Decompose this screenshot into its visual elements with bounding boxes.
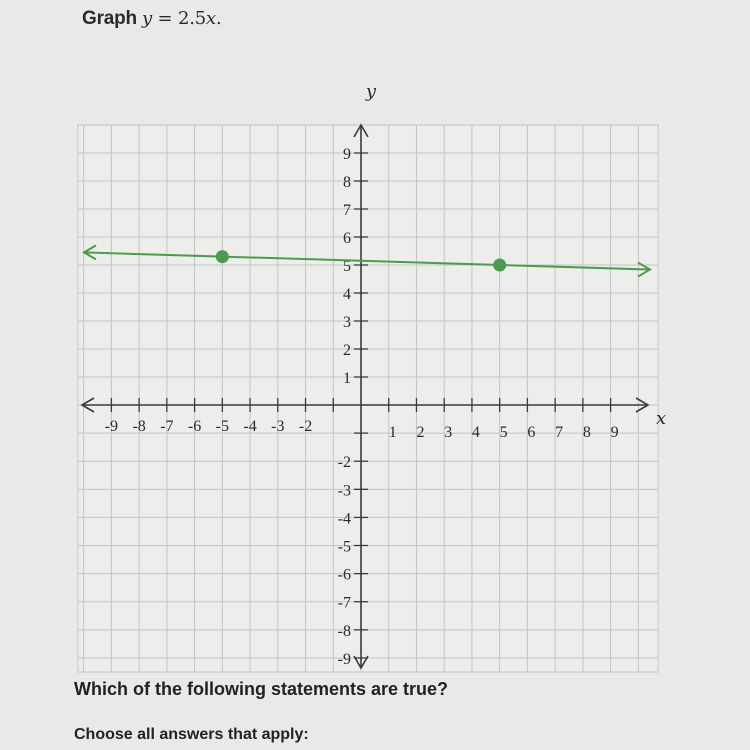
x-tick-label: -4 (243, 418, 257, 435)
y-tick-label: 2 (343, 342, 351, 359)
x-tick-label: -3 (271, 418, 285, 435)
instruction-text: Choose all answers that apply: (74, 726, 309, 743)
y-tick-label: -6 (337, 566, 351, 584)
x-tick-label: 3 (444, 424, 453, 441)
x-tick-label: 7 (555, 424, 564, 441)
x-tick-label: 9 (610, 424, 619, 441)
x-tick-label: -2 (298, 418, 313, 435)
x-tick-label: -9 (104, 418, 119, 435)
x-axis-label: x (656, 408, 667, 429)
line-point-handle[interactable] (493, 259, 506, 272)
y-tick-label: 5 (343, 258, 351, 275)
question-text: Which of the following statements are true? (74, 679, 449, 699)
y-tick-label: 1 (343, 370, 351, 387)
line-point-handle[interactable] (216, 250, 229, 263)
y-tick-label: 4 (343, 286, 351, 303)
x-tick-label: -7 (160, 418, 174, 435)
x-tick-label: -6 (187, 418, 202, 435)
y-tick-label: -7 (337, 594, 351, 612)
prompt-text: Graph (82, 8, 137, 29)
y-tick-label: -4 (337, 510, 351, 528)
x-tick-label: 5 (499, 424, 508, 441)
equation-var: x (205, 8, 216, 29)
y-tick-label: -3 (337, 482, 351, 500)
x-tick-label: 6 (527, 424, 536, 441)
equation-eq: = 2.5 (152, 8, 206, 29)
x-tick-label: -5 (215, 418, 229, 435)
equation-lhs: y (142, 8, 153, 29)
x-tick-label: 1 (388, 424, 397, 441)
y-tick-label: -5 (337, 538, 351, 556)
y-tick-label: 3 (343, 314, 351, 331)
x-tick-label: 2 (416, 424, 425, 441)
equation-end: . (215, 8, 222, 29)
y-tick-label: -2 (337, 454, 351, 472)
x-tick-label: -8 (132, 418, 146, 435)
y-tick-label: 8 (343, 174, 351, 191)
grid-background (78, 125, 658, 672)
y-tick-label: 7 (343, 202, 351, 219)
x-tick-label: 4 (471, 424, 480, 441)
x-tick-label: 8 (582, 424, 591, 441)
y-axis-label: y (365, 81, 377, 102)
y-tick-label: -9 (337, 650, 351, 668)
y-tick-label: 6 (343, 230, 351, 247)
y-tick-label: -8 (337, 622, 351, 640)
y-tick-label: 9 (343, 146, 351, 163)
